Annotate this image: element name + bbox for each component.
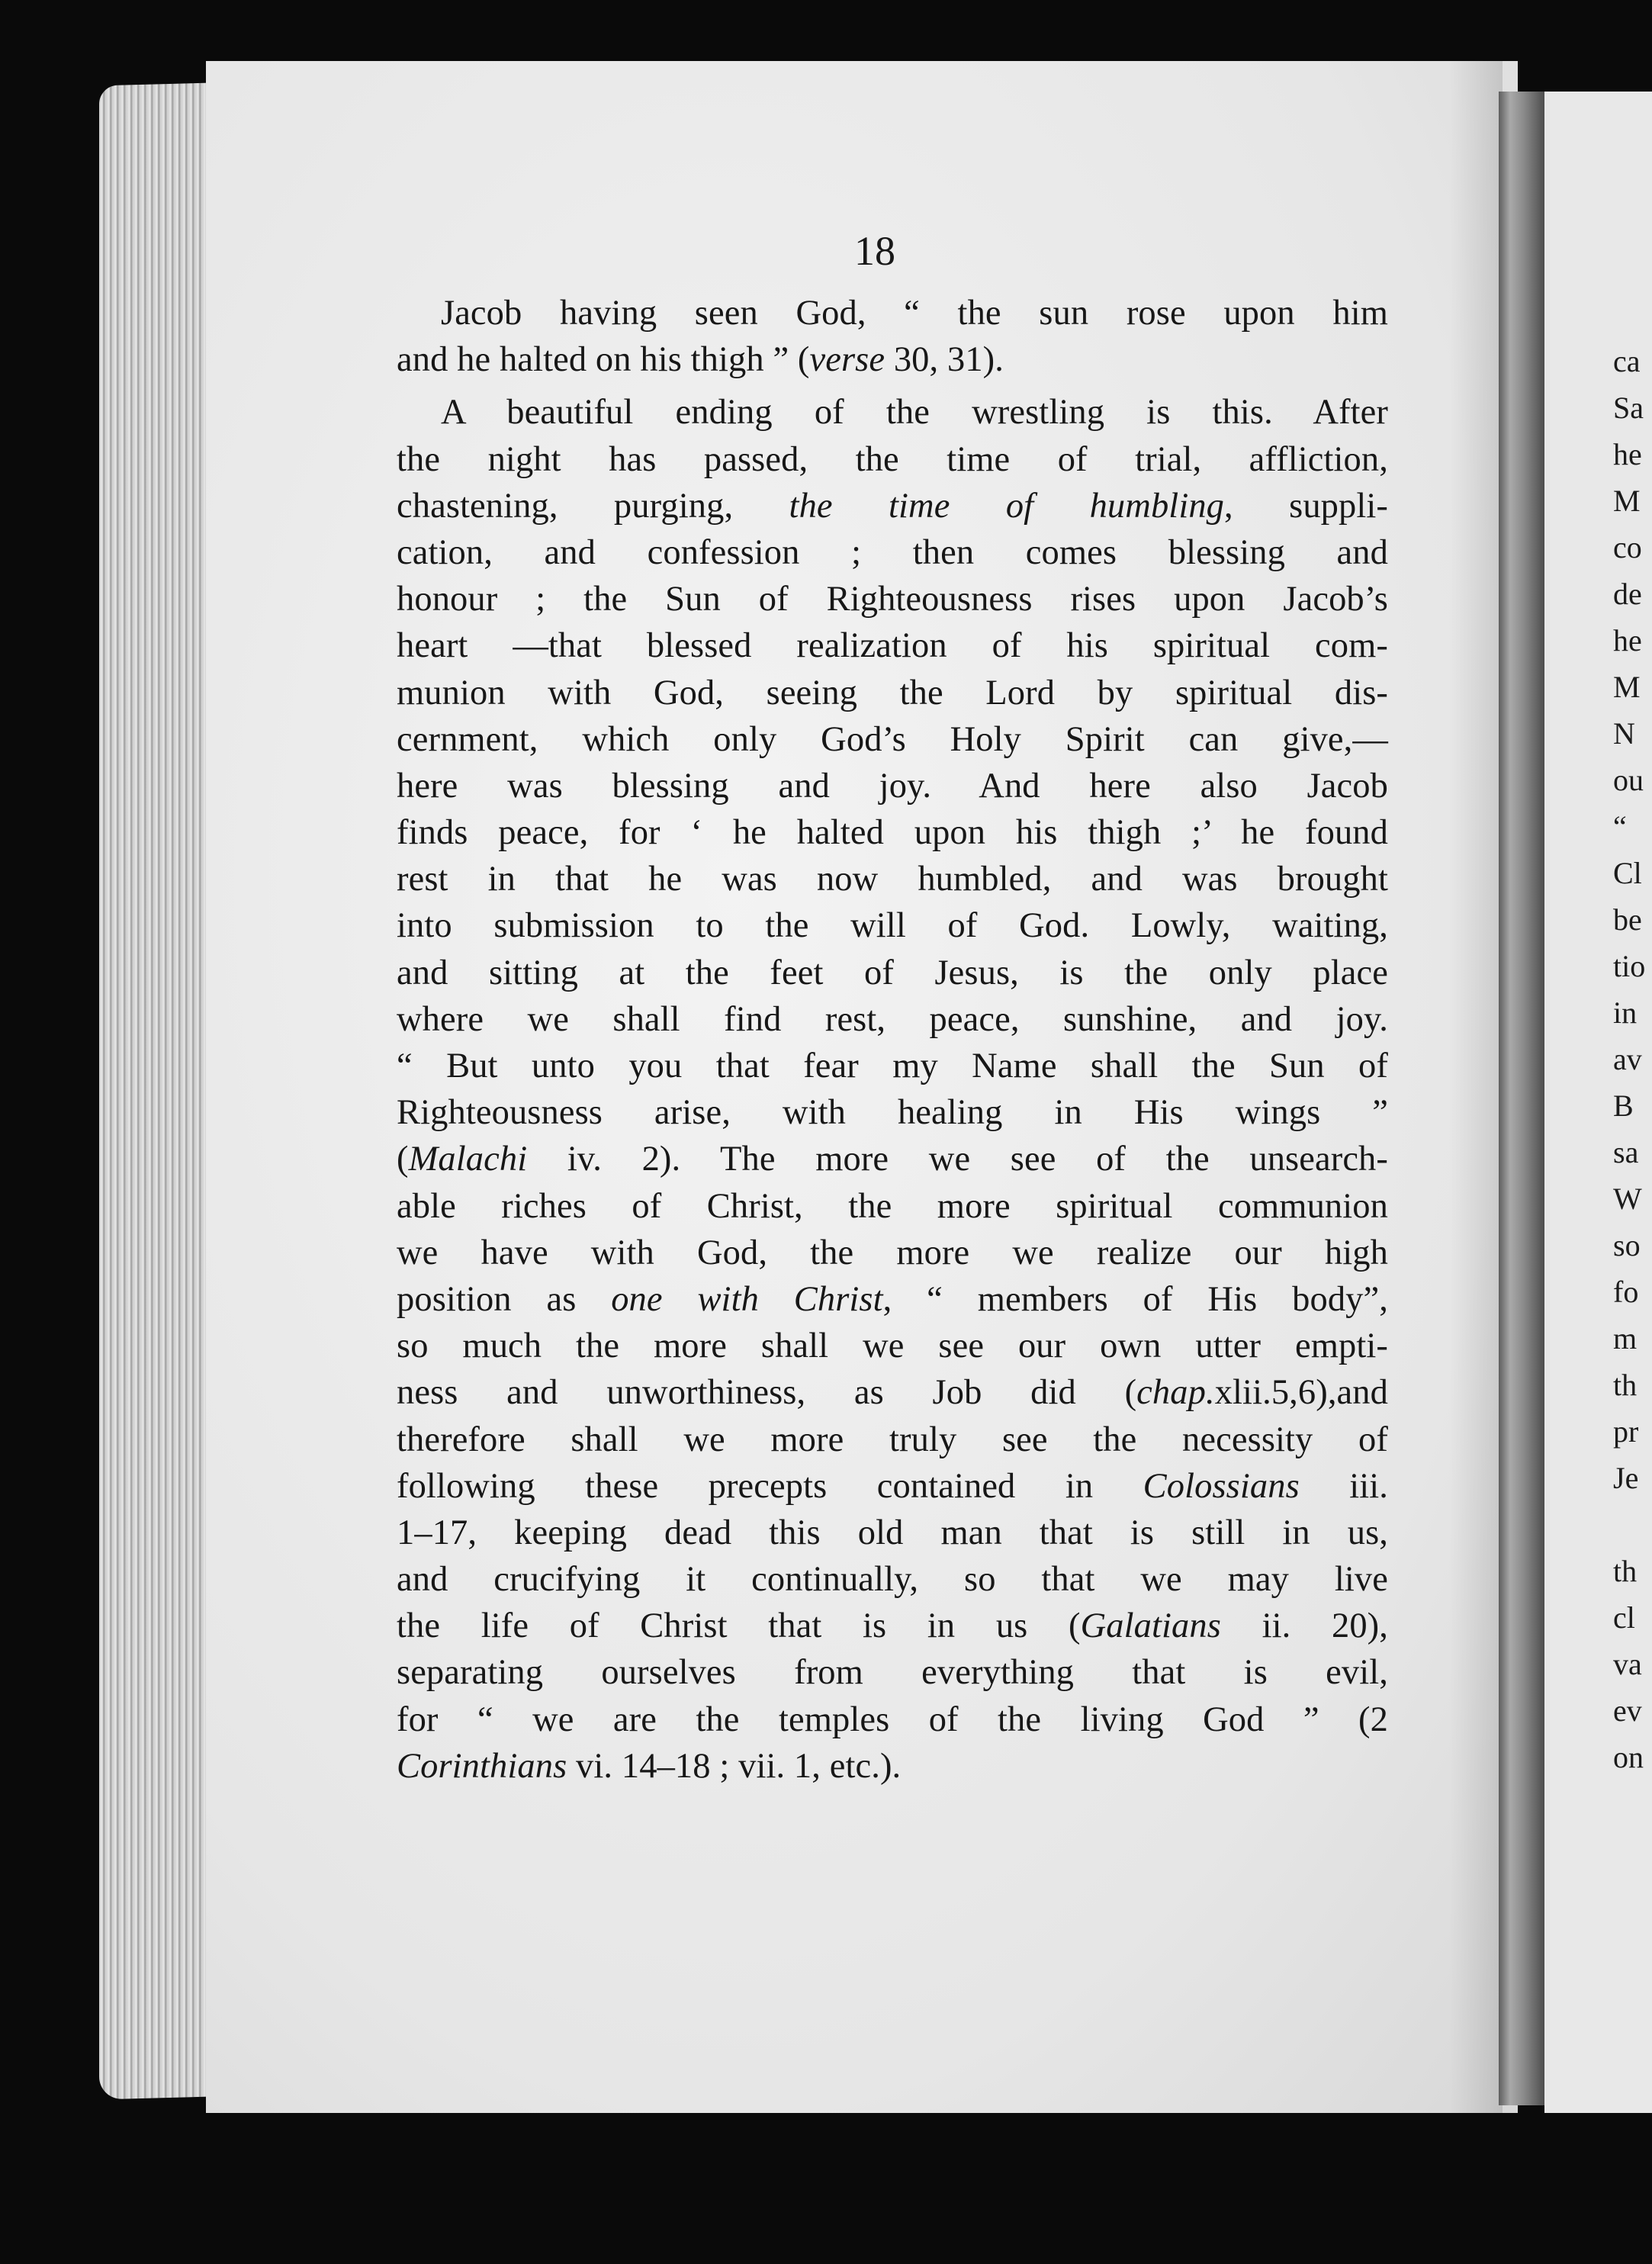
facing-page-fragment: cl <box>1613 1600 1635 1635</box>
text-run: where we shall find rest, peace, sunshine, and joy. <box>397 999 1388 1039</box>
text-run: here was blessing and joy. And here also Jacob <box>397 766 1388 806</box>
facing-page-fragment: M <box>1613 670 1641 704</box>
text-run: chastening, purging, <box>397 486 789 526</box>
text-run: iv. 2). The more we see of the unsearch- <box>527 1140 1388 1179</box>
gutter-shadow <box>1449 61 1503 2113</box>
text-line <box>397 902 1388 949</box>
text-run: Jacob having seen God, “ the sun rose upon him <box>441 294 1388 333</box>
book-gutter <box>1499 92 1544 2105</box>
text-run: position as <box>397 1279 612 1319</box>
text-run: and he halted on his thigh ” ( <box>397 340 810 380</box>
facing-page-fragment: fo <box>1613 1275 1639 1309</box>
text-run: and sitting at the feet of Jesus, is the only place <box>397 953 1388 992</box>
facing-page-fragment: Cl <box>1613 856 1642 890</box>
facing-page <box>1544 92 1652 2113</box>
facing-page-fragment: B <box>1613 1089 1634 1123</box>
text-line <box>397 996 1388 1043</box>
italic-text-run: Colossians <box>1143 1466 1300 1506</box>
text-line <box>397 1369 1388 1416</box>
text-line <box>397 1043 1388 1089</box>
text-line <box>397 1649 1388 1696</box>
text-line <box>397 290 1388 336</box>
facing-page-fragment: th <box>1613 1368 1638 1402</box>
text-line <box>397 1136 1388 1182</box>
facing-page-fragment: de <box>1613 577 1642 611</box>
text-run: 1–17, keeping dead this old man that is still in us, <box>397 1513 1388 1552</box>
facing-page-fragment: m <box>1613 1321 1638 1356</box>
text-run: into submission to the will of God. Lowly, waiting, <box>397 906 1388 946</box>
text-line <box>397 1276 1388 1323</box>
facing-page-fragment: W <box>1613 1182 1642 1216</box>
text-line <box>397 1510 1388 1556</box>
text-line <box>397 1743 1388 1790</box>
facing-page-fragment: sa <box>1613 1135 1639 1169</box>
text-line <box>397 1089 1388 1136</box>
text-line <box>397 1230 1388 1276</box>
text-run: 30, 31). <box>885 340 1004 380</box>
page-number: 18 <box>854 228 895 274</box>
text-run: , suppli- <box>1224 486 1389 526</box>
italic-text-run: Malachi <box>408 1140 528 1179</box>
text-run: xlii.5,6),and <box>1214 1373 1388 1413</box>
facing-page-fragment: ev <box>1613 1693 1642 1728</box>
text-run: “ But unto you that fear my Name shall the Sun of <box>397 1047 1388 1085</box>
facing-page-fragment: he <box>1613 623 1642 658</box>
text-line <box>397 483 1388 529</box>
facing-page-fragment: on <box>1613 1740 1644 1774</box>
text-run: so much the more shall we see our own utter empti- <box>397 1327 1388 1366</box>
text-run: separating ourselves from everything that is evil, <box>397 1653 1388 1693</box>
italic-text-run: verse <box>809 340 885 380</box>
text-line <box>397 1417 1388 1463</box>
paragraph-gap <box>397 383 1388 389</box>
text-run: A beautiful ending of the wrestling is this. After <box>441 393 1388 433</box>
text-line <box>397 576 1388 622</box>
text-line <box>397 856 1388 902</box>
text-run: honour ; the Sun of Righteousness rises upon Jacob’s <box>397 580 1388 619</box>
text-line <box>397 1323 1388 1369</box>
facing-page-fragment: he <box>1613 437 1642 471</box>
facing-page-fragment: be <box>1613 902 1642 937</box>
text-run: cation, and confession ; then comes blessing and <box>397 532 1388 572</box>
facing-page-fragment: pr <box>1613 1414 1639 1449</box>
text-run: therefore shall we more truly see the necessity of <box>397 1420 1388 1459</box>
italic-text-run: chap. <box>1136 1373 1215 1413</box>
text-run: for “ we are the temples of the living God ” (2 <box>397 1700 1388 1739</box>
text-run: ( <box>397 1140 409 1179</box>
facing-page-fragment: co <box>1613 530 1642 564</box>
facing-page-fragment: so <box>1613 1228 1641 1262</box>
text-line <box>397 763 1388 809</box>
text-run: ness and unworthiness, as Job did ( <box>397 1373 1137 1413</box>
facing-page-fragment: tio <box>1613 949 1646 983</box>
text-run: able riches of Christ, the more spiritual communion <box>397 1186 1388 1226</box>
facing-page-fragment: ou <box>1613 763 1644 797</box>
text-line <box>397 389 1388 436</box>
page-text <box>397 290 1388 1790</box>
text-run: the night has passed, the time of trial, affliction, <box>397 439 1388 479</box>
text-run: and crucifying it continually, so that we may live <box>397 1560 1388 1600</box>
facing-page-fragment: in <box>1613 995 1638 1030</box>
facing-page-fragment: av <box>1613 1042 1642 1076</box>
text-line <box>397 1183 1388 1230</box>
text-run: we have with God, the more we realize our high <box>397 1233 1388 1272</box>
text-run: cernment, which only God’s Holy Spirit can give,— <box>397 719 1388 759</box>
italic-text-run: Corinthians <box>397 1746 567 1786</box>
text-line <box>397 950 1388 996</box>
text-run: the life of Christ that is in us ( <box>397 1606 1081 1646</box>
facing-page-fragment: ca <box>1613 344 1641 378</box>
facing-page-fragment: th <box>1613 1554 1638 1588</box>
italic-text-run: the time of humbling <box>789 486 1225 526</box>
facing-page-fragment: “ <box>1613 809 1627 844</box>
text-run: following these precepts contained in <box>397 1466 1143 1506</box>
text-run: finds peace, for ‘ he halted upon his thigh ;’ he found <box>397 813 1388 853</box>
text-line <box>397 436 1388 483</box>
text-run: ii. 20), <box>1220 1606 1388 1646</box>
text-line <box>397 1696 1388 1743</box>
text-line <box>397 336 1388 383</box>
italic-text-run: Galatians <box>1080 1606 1221 1646</box>
text-run: Righteousness arise, with healing in His wings ” <box>397 1093 1388 1133</box>
text-line <box>397 670 1388 716</box>
text-run: heart —that blessed realization of his spiritual com- <box>397 626 1388 666</box>
facing-page-fragment: Je <box>1613 1461 1639 1495</box>
text-line <box>397 1556 1388 1603</box>
facing-page-fragment: va <box>1613 1647 1642 1681</box>
text-line <box>397 809 1388 856</box>
text-run: iii. <box>1299 1466 1388 1506</box>
facing-page-fragment: M <box>1613 484 1641 518</box>
text-run: rest in that he was now humbled, and was brought <box>397 860 1388 899</box>
text-line <box>397 622 1388 669</box>
italic-text-run: one with Christ <box>611 1279 883 1319</box>
text-run: , “ members of His body”, <box>882 1279 1388 1319</box>
text-line <box>397 1463 1388 1510</box>
text-run: vi. 14–18 ; vii. 1, etc.). <box>567 1746 902 1786</box>
text-line <box>397 716 1388 763</box>
text-line <box>397 1603 1388 1649</box>
facing-page-fragment: N <box>1613 716 1635 751</box>
facing-page-fragment: Sa <box>1613 391 1644 425</box>
text-line <box>397 529 1388 576</box>
text-run: munion with God, seeing the Lord by spiritual dis- <box>397 673 1388 712</box>
